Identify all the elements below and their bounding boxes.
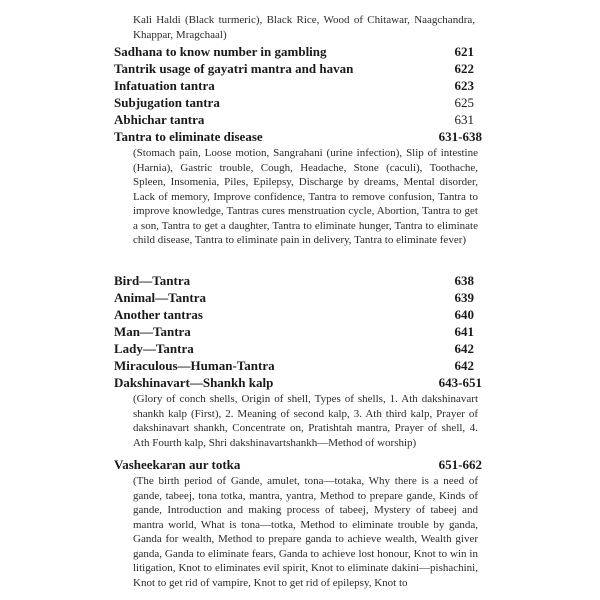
toc-entry-page: 640 (454, 307, 474, 322)
toc-entry-page: 642 (454, 341, 474, 356)
vasheekaran-description: (The birth period of Gande, amulet, tona—totaka, Why there is a need of gande, tabeej, tona totka, mantra, yantra, Method to prepare gande, Kinds of gande, Introduction and making process of tabeej, Mystery of tabeej and mantra world, What is tona—totka, Method to eliminate trouble by ganda, Ganda for wealth, Method to prepare ganda to achieve wealth, Wealth giver ganda, Ganda to eliminate fears, Ganda to achieve lost honour, Knot to win in litigation, Knot to eliminates evil spirit, Knot to eliminate dakini—pishachini, Knot to get rid of vampire, Knot to get rid of epilepsy, Knot to (133, 475, 478, 589)
toc-entry-page: 631 (454, 112, 474, 127)
toc-entry-page: 623 (454, 78, 474, 93)
toc-entry-title: Dakshinavart—Shankh kalp (114, 375, 274, 390)
toc-entry-page: 638 (454, 273, 474, 288)
toc-entry-page: 651-662 (438, 457, 482, 472)
toc-entry-title: Man—Tantra (114, 324, 191, 339)
toc-entry-page: 643-651 (438, 375, 482, 390)
toc-entry-page: 642 (454, 358, 474, 373)
disease-description: (Stomach pain, Loose motion, Sangrahani (urine infection), Slip of intestine (Harnia), Gastric trouble, Cough, Headache, Stone (caculi), Toothache, Spleen, Insomenia, Piles, Epilepsy, Discharge by dreams, Mental disorder, Lack of memory, Improve confidence, Tantra to remove confusion, Tantra to improve knowledge, Tantras cures menstruation cycle, Abortion, Tantra to get a son, Tantra to get a daughter, Tantra to eliminate hunger, Tantra to eliminate child disease, Tantra to eliminate pain in delivery, Tantra to eliminate fever) (133, 147, 478, 246)
toc-entry-title: Vasheekaran aur totka (114, 457, 241, 472)
ingredients-description: Kali Haldi (Black turmeric), Black Rice, Wood of Chitawar, Naagchandra, Khappar, Mragchaal) (133, 14, 475, 41)
toc-entry-page: 622 (454, 61, 474, 76)
toc-entry-page: 621 (454, 44, 474, 59)
shankh-description: (Glory of conch shells, Origin of shell, Types of shells, 1. Ath dakshinavart shankh kalp (First), 2. Meaning of second kalp, 3. Ath third kalp, Prayer of dakshinavart shankh, Concentrate on, Pratishtah mantra, Prayer of shell, 4. Ath Fourth kalp, Shri dakshinavartshankh—Method of worship) (133, 393, 478, 449)
toc-entry-title: Tantra to eliminate disease (114, 129, 263, 144)
toc-entry-title: Tantrik usage of gayatri mantra and havan (114, 61, 354, 76)
toc-entry-title: Lady—Tantra (114, 341, 194, 356)
toc-entry-page: 641 (454, 324, 474, 339)
toc-entry-title: Bird—Tantra (114, 273, 191, 288)
toc-entry-title: Another tantras (114, 307, 203, 322)
toc-entry-title: Animal—Tantra (114, 290, 206, 305)
toc-entry-title: Sadhana to know number in gambling (114, 44, 327, 59)
toc-entry-title: Subjugation tantra (114, 95, 220, 110)
toc-entry-title: Abhichar tantra (114, 112, 205, 127)
toc-entry-title: Miraculous—Human-Tantra (114, 358, 275, 373)
toc-entry-title: Infatuation tantra (114, 78, 215, 93)
toc-entry-page: 625 (454, 95, 474, 110)
toc-entry-page: 639 (454, 290, 474, 305)
toc-entry-page: 631-638 (438, 129, 482, 144)
